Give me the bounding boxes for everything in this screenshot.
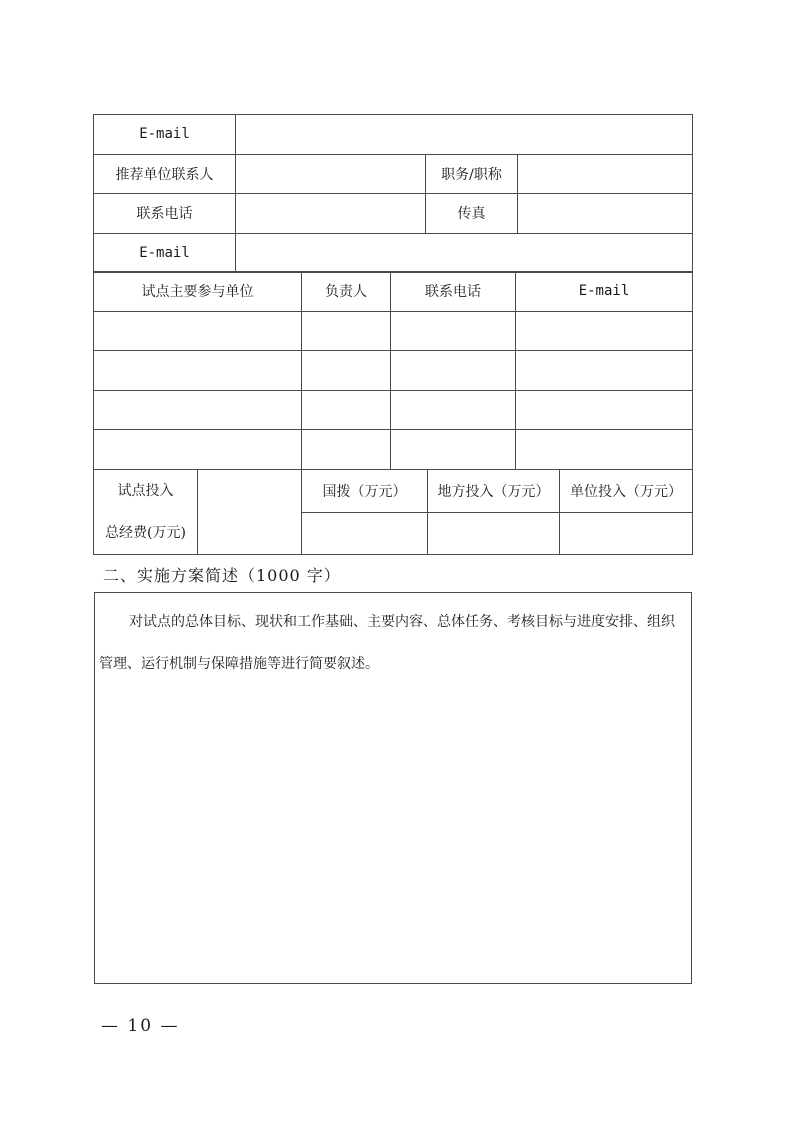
participant-unit-cell[interactable] bbox=[94, 390, 302, 430]
email-cell[interactable] bbox=[516, 430, 693, 470]
fax-field[interactable] bbox=[518, 194, 693, 234]
table-row bbox=[94, 311, 693, 351]
contact-table bbox=[93, 114, 693, 273]
email-cell[interactable] bbox=[516, 390, 693, 430]
contact-phone-header: 联系电话 bbox=[391, 272, 516, 312]
total-funding-label-line2: 总经费(万元) bbox=[105, 525, 186, 541]
total-funding-label bbox=[94, 470, 198, 555]
position-title-label: 职务/职称 bbox=[426, 154, 518, 194]
participant-unit-cell[interactable] bbox=[94, 311, 302, 351]
section-heading: 二、实施方案简述（1000 字） bbox=[103, 566, 341, 585]
responsible-person-cell[interactable] bbox=[302, 390, 391, 430]
page-number: — 10 — bbox=[101, 1016, 180, 1036]
responsible-person-header: 负责人 bbox=[302, 272, 391, 312]
phone-field[interactable] bbox=[236, 194, 426, 234]
investment-table bbox=[93, 469, 693, 555]
national-funding-label: 国拨（万元） bbox=[302, 470, 428, 513]
email-label: E-mail bbox=[94, 115, 236, 155]
participant-unit-cell[interactable] bbox=[94, 351, 302, 391]
participant-unit-header: 试点主要参与单位 bbox=[94, 272, 302, 312]
table-row bbox=[94, 351, 693, 391]
recommender-contact-label: 推荐单位联系人 bbox=[94, 154, 236, 194]
responsible-person-cell[interactable] bbox=[302, 311, 391, 351]
unit-funding-label: 单位投入（万元） bbox=[560, 470, 693, 513]
unit-funding-field[interactable] bbox=[560, 512, 693, 555]
total-funding-label-line1: 试点投入 bbox=[117, 483, 174, 499]
local-funding-label: 地方投入（万元） bbox=[428, 470, 560, 513]
responsible-person-cell[interactable] bbox=[302, 351, 391, 391]
description-text: 对试点的总体目标、现状和工作基础、主要内容、总体任务、考核目标与进度安排、组织管理、运行机制与保障措施等进行简要叙述。 bbox=[99, 614, 675, 672]
email-label-2: E-mail bbox=[94, 233, 236, 273]
local-funding-field[interactable] bbox=[428, 512, 560, 555]
participants-table bbox=[93, 271, 693, 470]
position-title-field[interactable] bbox=[518, 154, 693, 194]
national-funding-field[interactable] bbox=[302, 512, 428, 555]
recommender-contact-field[interactable] bbox=[236, 154, 426, 194]
participant-unit-cell[interactable] bbox=[94, 430, 302, 470]
table-row bbox=[94, 390, 693, 430]
email-field[interactable] bbox=[236, 115, 693, 155]
total-funding-field[interactable] bbox=[198, 470, 302, 555]
table-row bbox=[94, 430, 693, 470]
email-cell[interactable] bbox=[516, 311, 693, 351]
contact-phone-cell[interactable] bbox=[391, 311, 516, 351]
responsible-person-cell[interactable] bbox=[302, 430, 391, 470]
email-field-2[interactable] bbox=[236, 233, 693, 273]
description-box[interactable] bbox=[94, 592, 692, 984]
contact-phone-cell[interactable] bbox=[391, 351, 516, 391]
contact-phone-cell[interactable] bbox=[391, 390, 516, 430]
email-cell[interactable] bbox=[516, 351, 693, 391]
phone-label: 联系电话 bbox=[94, 194, 236, 234]
email-header: E-mail bbox=[516, 272, 693, 312]
fax-label: 传真 bbox=[426, 194, 518, 234]
contact-phone-cell[interactable] bbox=[391, 430, 516, 470]
